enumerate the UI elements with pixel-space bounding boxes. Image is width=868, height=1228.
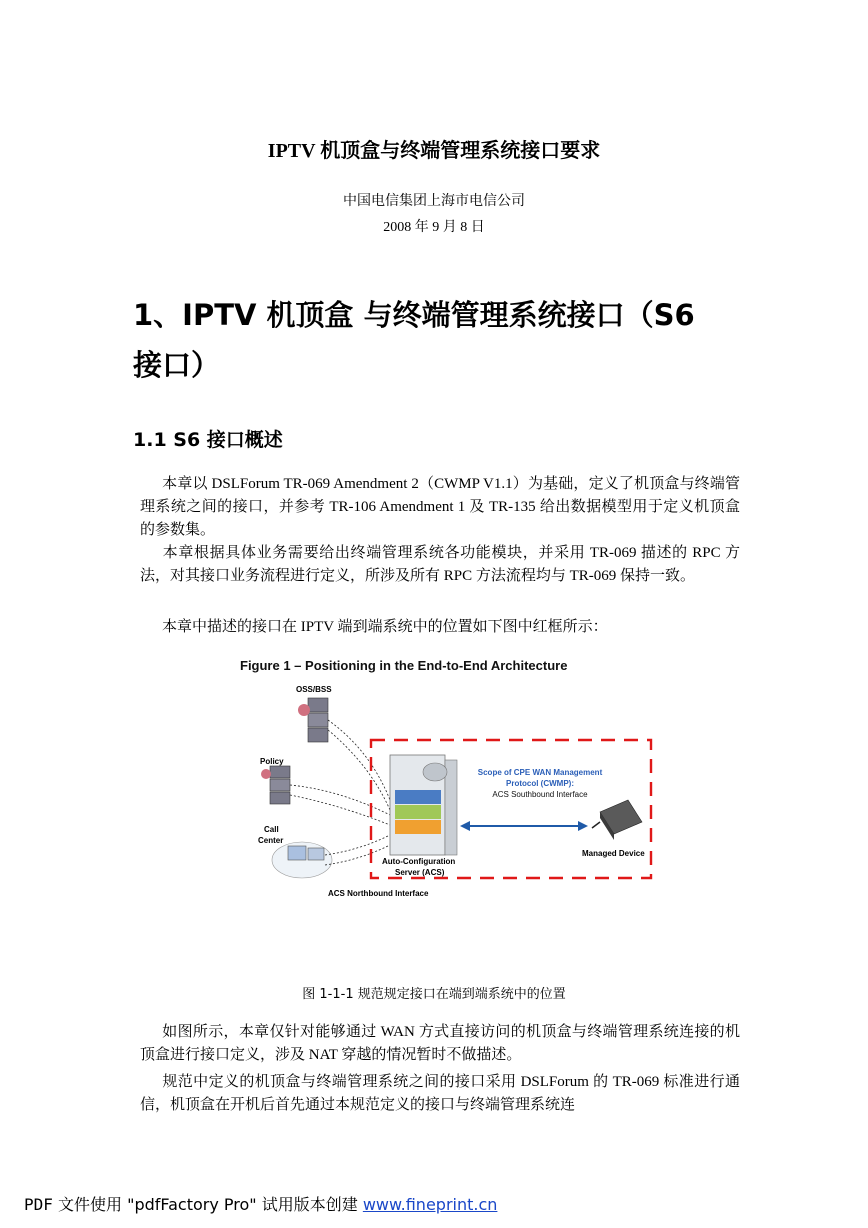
call-center-icon (272, 842, 332, 878)
document-date: 2008 年 9 月 8 日 (383, 220, 485, 235)
document-title: IPTV 机顶盒与终端管理系统接口要求 (267, 140, 601, 162)
figure-title: Figure 1 – Positioning in the End-to-End Architecture (240, 658, 568, 673)
acs-label-2: Server (ACS) (395, 868, 445, 877)
section-1-heading-line1: 1、IPTV 机顶盒 与终端管理系统接口（S6 (133, 298, 695, 332)
managed-device-label: Managed Device (582, 849, 645, 858)
paragraph-1: 本章以 DSLForum TR-069 Amendment 2（CWMP V1.1）为基础，定义了机顶盒与终端管理系统之间的接口，并参考 TR-106 Amendment 1 及 TR-135 给出数据模型用于定义机顶盒的参数集。 (140, 476, 740, 538)
section-1-heading-line2: 接口） (133, 348, 221, 382)
pdf-footer (24, 1192, 497, 1215)
organization: 中国电信集团上海市电信公司 (343, 193, 525, 209)
northbound-label: ACS Northbound Interface (328, 889, 429, 898)
section-1-heading (133, 290, 753, 390)
paragraph-5: 规范中定义的机顶盒与终端管理系统之间的接口采用 DSLForum 的 TR-069 标准进行通信，机顶盒在开机后首先通过本规范定义的接口与终端管理系统连 (140, 1074, 740, 1113)
policy-label: Policy (260, 757, 284, 766)
southbound-arrow (460, 821, 588, 831)
footer-prefix: PDF (24, 1195, 53, 1214)
acs-label-1: Auto-Configuration (382, 857, 456, 866)
call-center-label-2: Center (258, 836, 284, 845)
footer-text: 文件使用 "pdfFactory Pro" 试用版本创建 (52, 1195, 363, 1214)
fineprint-link[interactable]: www.fineprint.cn (362, 1195, 498, 1214)
section-1-1-heading: 1.1 S6 接口概述 (133, 429, 283, 451)
scope-label-1: Scope of CPE WAN Management (477, 768, 603, 777)
scope-label-2: Protocol (CWMP): (506, 779, 574, 788)
architecture-figure (230, 650, 660, 905)
oss-server-icon (298, 698, 328, 742)
call-center-label-1: Call (264, 825, 279, 834)
managed-device-icon (592, 800, 642, 840)
paragraph-3: 本章中描述的接口在 IPTV 端到端系统中的位置如下图中红框所示： (162, 619, 608, 635)
scope-label-3: ACS Southbound Interface (492, 790, 588, 799)
policy-server-icon (261, 766, 290, 804)
oss-label: OSS/BSS (296, 685, 332, 694)
paragraph-2: 本章根据具体业务需要给出终端管理系统各功能模块，并采用 TR-069 描述的 RPC 方法，对其接口业务流程进行定义，所涉及所有 RPC 方法流程均与 TR-069 保持一致。 (140, 545, 740, 584)
figure-caption: 图 1-1-1 规范规定接口在端到端系统中的位置 (302, 987, 566, 1002)
paragraph-4: 如图所示，本章仅针对能够通过 WAN 方式直接访问的机顶盒与终端管理系统连接的机顶盒进行接口定义，涉及 NAT 穿越的情况暂时不做描述。 (140, 1024, 740, 1063)
acs-server-icon (390, 755, 457, 855)
